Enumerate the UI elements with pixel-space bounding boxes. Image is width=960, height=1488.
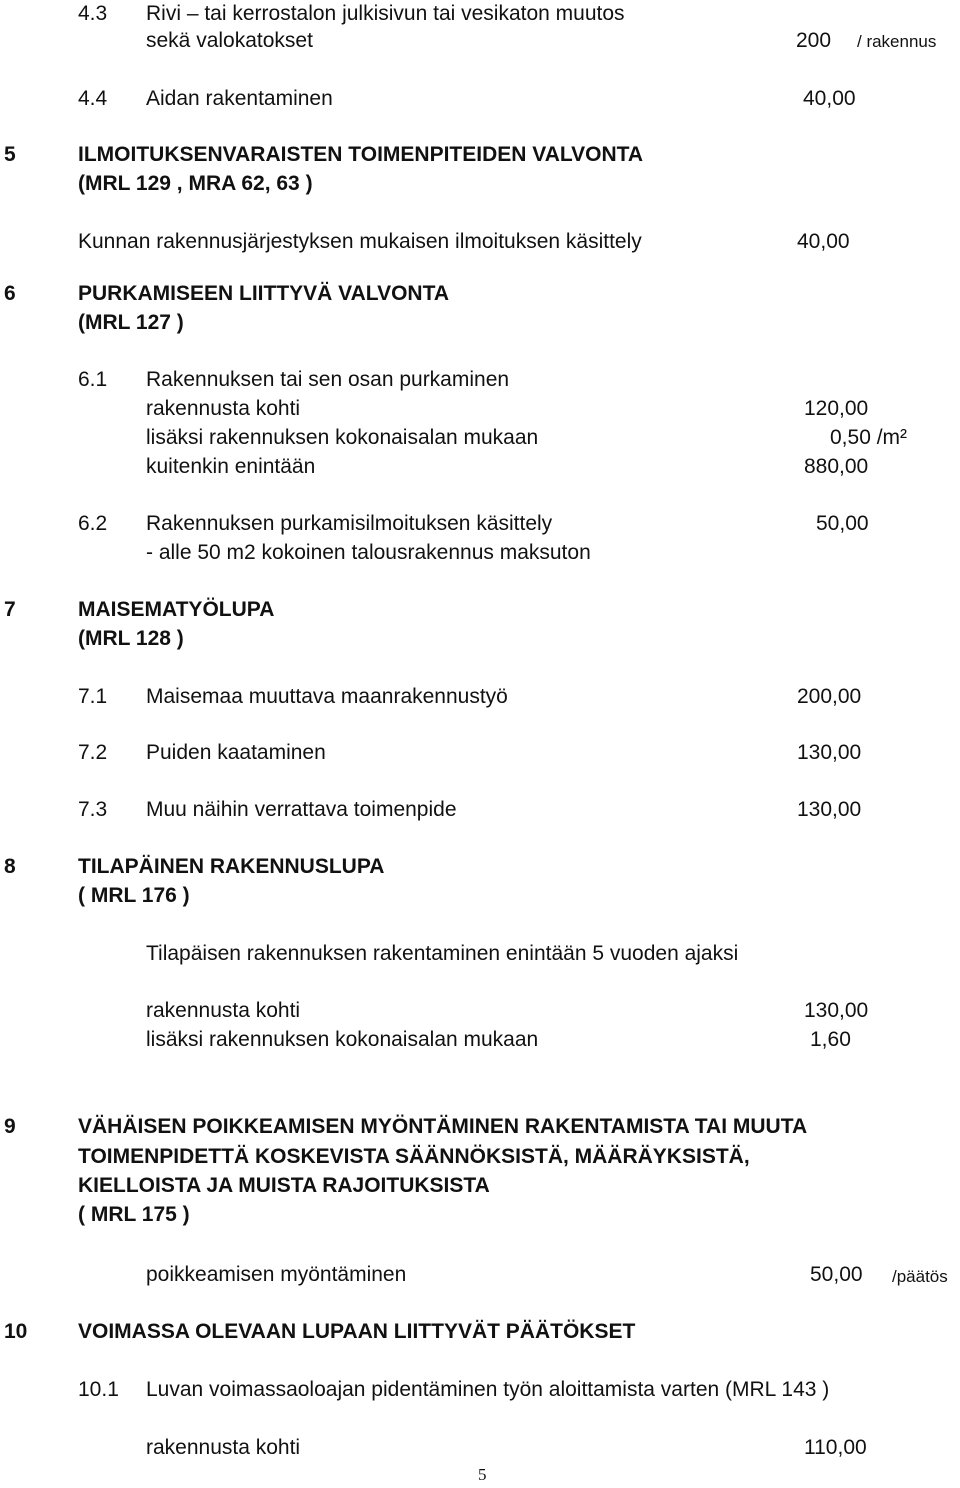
fee-description: lisäksi rakennuksen kokonaisalan mukaan: [146, 426, 539, 449]
section-number: 10.1: [78, 1378, 119, 1401]
section-number: 4.3: [78, 2, 108, 25]
fee-unit: / rakennus: [857, 32, 937, 51]
section-number: 6.2: [78, 512, 108, 535]
fee-amount: 1,60: [810, 1028, 851, 1051]
fee-amount: 130,00: [797, 798, 862, 821]
fee-amount: 110,00: [804, 1436, 867, 1459]
section-number: 7.1: [78, 685, 108, 708]
section-title-cont: sekä valokatokset: [146, 29, 313, 52]
section-number: 7.3: [78, 798, 108, 821]
section-title: Luvan voimassaoloajan pidentäminen työn aloittamista varten (MRL 143 ): [146, 1378, 830, 1401]
fee-description: Tilapäisen rakennuksen rakentaminen enintään 5 vuoden ajaksi: [146, 942, 739, 965]
section-title: Muu näihin verrattava toimenpide: [146, 798, 457, 821]
fee-amount: 50,00: [810, 1263, 863, 1286]
fee-amount: 880,00: [804, 455, 869, 478]
section-title: Rakennuksen purkamisilmoituksen käsittely: [146, 512, 553, 535]
chapter-title-cont: TOIMENPIDETTÄ KOSKEVISTA SÄÄNNÖKSISTÄ, MÄÄRÄYKSISTÄ,: [78, 1145, 750, 1168]
section-title: Rivi – tai kerrostalon julkisivun tai vesikaton muutos: [146, 2, 625, 25]
fee-unit: /päätös: [892, 1267, 948, 1286]
chapter-reference: ( MRL 175 ): [78, 1203, 190, 1226]
fee-description: rakennusta kohti: [146, 397, 301, 420]
page-number: 5: [478, 1465, 487, 1484]
fee-amount: 200: [796, 29, 832, 52]
fee-description: Kunnan rakennusjärjestyksen mukaisen ilmoituksen käsittely: [78, 230, 642, 253]
fee-note: - alle 50 m2 kokoinen talousrakennus maksuton: [146, 541, 591, 564]
chapter-title: VOIMASSA OLEVAAN LUPAAN LIITTYVÄT PÄÄTÖKSET: [78, 1320, 636, 1343]
section-title: Rakennuksen tai sen osan purkaminen: [146, 368, 510, 391]
chapter-title: MAISEMATYÖLUPA: [78, 598, 275, 621]
section-title: Puiden kaataminen: [146, 741, 326, 764]
fee-amount: 50,00: [816, 512, 869, 535]
fee-description: kuitenkin enintään: [146, 455, 316, 478]
fee-amount: 120,00: [804, 397, 869, 420]
fee-description: rakennusta kohti: [146, 1436, 301, 1459]
section-title: Aidan rakentaminen: [146, 87, 333, 110]
chapter-reference: (MRL 129 , MRA 62, 63 ): [78, 172, 313, 195]
chapter-number: 9: [4, 1115, 16, 1138]
chapter-number: 7: [4, 598, 16, 621]
chapter-number: 8: [4, 855, 16, 878]
fee-amount: 130,00: [797, 741, 862, 764]
fee-description: lisäksi rakennuksen kokonaisalan mukaan: [146, 1028, 539, 1051]
chapter-title: PURKAMISEEN LIITTYVÄ VALVONTA: [78, 282, 450, 305]
chapter-number: 6: [4, 282, 16, 305]
section-number: 4.4: [78, 87, 108, 110]
chapter-reference: (MRL 127 ): [78, 311, 184, 334]
chapter-reference: ( MRL 176 ): [78, 884, 190, 907]
fee-amount: 200,00: [797, 685, 862, 708]
chapter-number: 10: [4, 1320, 28, 1343]
fee-amount: 40,00: [797, 230, 850, 253]
chapter-title: VÄHÄISEN POIKKEAMISEN MYÖNTÄMINEN RAKENTAMISTA TAI MUUTA: [78, 1115, 808, 1138]
section-number: 7.2: [78, 741, 108, 764]
chapter-reference: (MRL 128 ): [78, 627, 184, 650]
chapter-number: 5: [4, 143, 16, 166]
fee-amount: 0,50 /m²: [830, 426, 908, 449]
fee-amount: 130,00: [804, 999, 869, 1022]
chapter-title-cont: KIELLOISTA JA MUISTA RAJOITUKSISTA: [78, 1174, 490, 1197]
fee-description: rakennusta kohti: [146, 999, 301, 1022]
chapter-title: TILAPÄINEN RAKENNUSLUPA: [78, 855, 385, 878]
fee-amount: 40,00: [803, 87, 856, 110]
chapter-title: ILMOITUKSENVARAISTEN TOIMENPITEIDEN VALVONTA: [78, 143, 644, 166]
fee-description: poikkeamisen myöntäminen: [146, 1263, 407, 1286]
section-title: Maisemaa muuttava maanrakennustyö: [146, 685, 508, 708]
section-number: 6.1: [78, 368, 108, 391]
